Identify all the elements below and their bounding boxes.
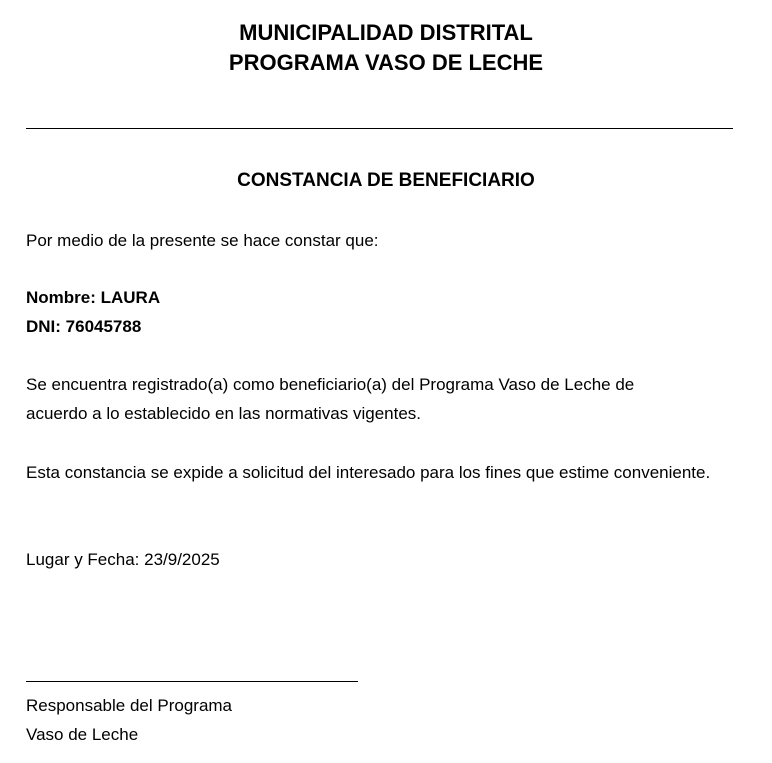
body-line-3: Esta constancia se expide a solicitud del interesado para los fines que estime conveniente. [26, 463, 711, 482]
intro-text: Por medio de la presente se hace constar que: [26, 231, 379, 250]
header-divider [26, 128, 733, 129]
body-line-1: Se encuentra registrado(a) como beneficiario(a) del Programa Vaso de Leche de [26, 375, 635, 394]
beneficiary-dni: DNI: 76045788 [26, 317, 142, 336]
place-date: Lugar y Fecha: 23/9/2025 [26, 550, 220, 569]
signature-role: Responsable del Programa [26, 696, 233, 715]
document-title: CONSTANCIA DE BENEFICIARIO [237, 170, 535, 191]
header-municipality: MUNICIPALIDAD DISTRITAL [239, 20, 533, 45]
signature-program: Vaso de Leche [26, 725, 139, 744]
beneficiary-name: Nombre: LAURA [26, 288, 161, 307]
header-program: PROGRAMA VASO DE LECHE [228, 50, 544, 75]
signature-line [26, 681, 358, 682]
body-line-2: acuerdo a lo establecido en las normativas vigentes. [26, 404, 422, 423]
